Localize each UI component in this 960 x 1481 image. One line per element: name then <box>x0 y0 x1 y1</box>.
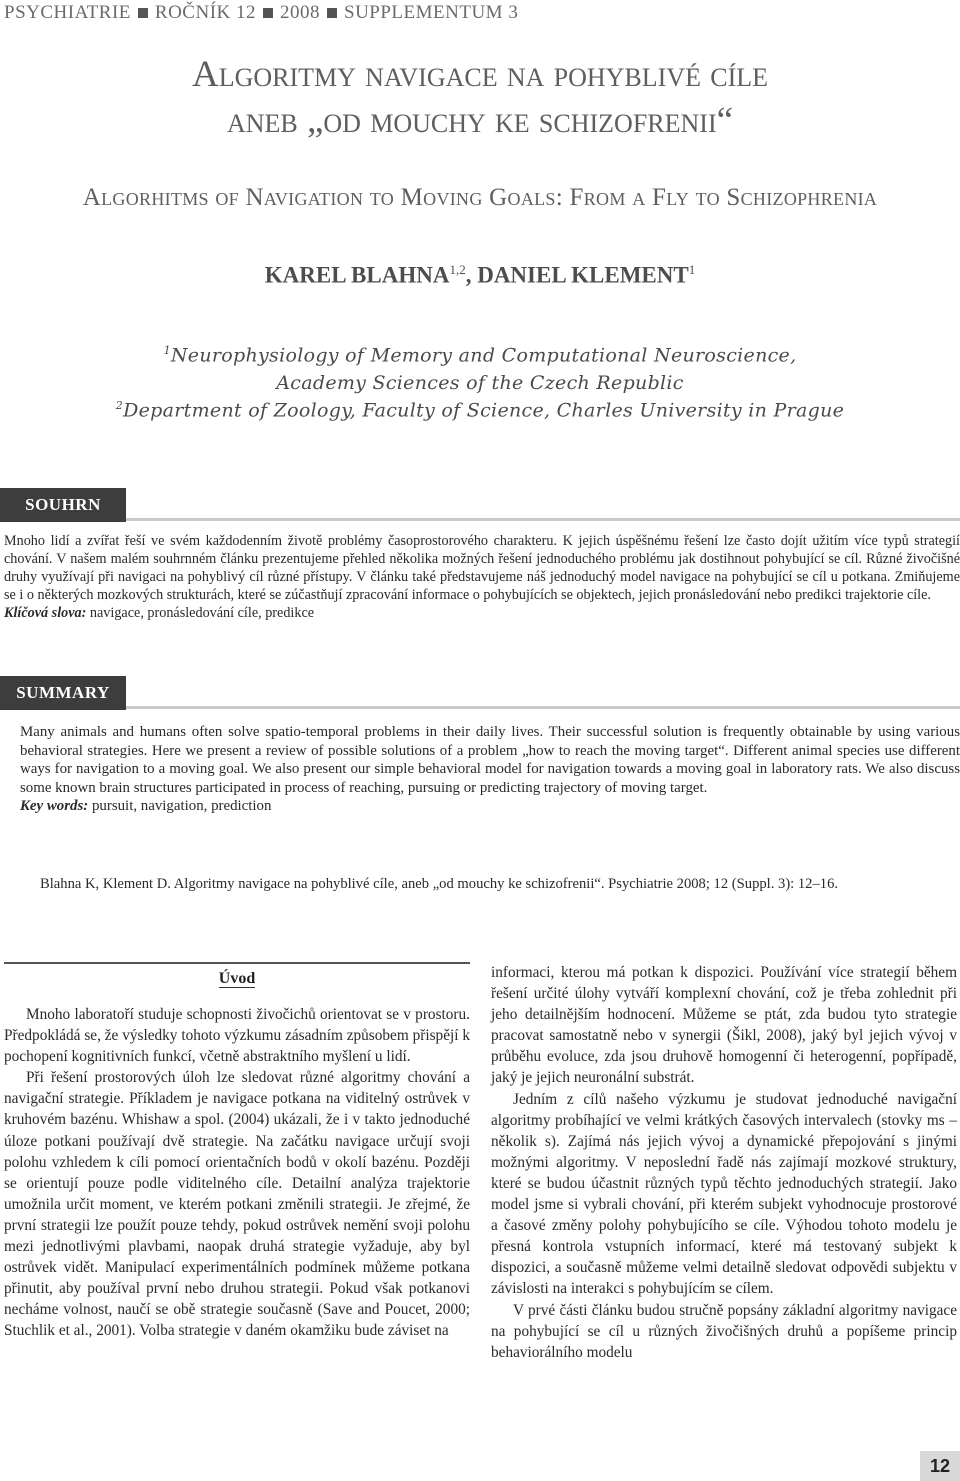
square-bullet-icon <box>327 8 337 18</box>
year: 2008 <box>280 2 320 23</box>
affil-2-mark: 2 <box>115 399 124 412</box>
authors <box>0 262 960 289</box>
souhrn-text: Mnoho lidí a zvířat řeší ve svém každodenním životě problémy časoprostorového charakteru. K jejich úspěšnému řešení lze často dojít užitím více typů strategií chování. V našem malém souhrnném článku prezentujeme přehled několika možných řešení jednoduchého problému jak dostihnout pohybující se cíl. Různé živočišné druhy využívají při navigaci na pohyblivý cíl různé přístupy. V článku také představujeme náš jednoduchý model navigace na pohybující se cíl u potkana. Zmiňujeme se i o některých mozkových strukturách, které se zúčastňují zpracování informace o pohybujících se objektech, jejich pronásledování nebo predikci trajektorie cíle. <box>4 533 960 603</box>
author-2-affil: 1 <box>688 262 696 277</box>
title-cz-line1: Algoritmy navigace na pohyblivé cíle <box>192 54 768 95</box>
affil-1-mark: 1 <box>163 344 171 357</box>
summary-heading: SUMMARY <box>0 676 126 710</box>
page-number: 12 <box>920 1451 960 1481</box>
author-separator: , <box>465 262 478 288</box>
right-paragraph-3: V prvé části článku budou stručně popsány základní algoritmy navigace na pohybující se cíl u různých živočišných druhů a popíšeme princip behaviorálního modelu <box>491 1301 957 1361</box>
supplement: SUPPLEMENTUM 3 <box>344 2 519 23</box>
column-top-rule <box>4 962 470 964</box>
title-cz-line2: aneb „od mouchy ke schizofrenii“ <box>226 100 734 141</box>
summary-text: Many animals and humans often solve spatio-temporal problems in their daily lives. Their successful solution is frequently obtainable by using various behavioral strategies. Here we present a review of possible solutions of a problem „how to reach the moving target“. Different animal species use different ways for navigation to a moving goal. We also present our simple behavioral model for navigation towards a moving goal in laboratory rats. We also discuss some known brain structures participated in process of reaching, pursuing or predicting trajectory of moving target. <box>20 724 960 796</box>
left-paragraph-1: Mnoho laboratoří studuje schopnosti živočichů orientovat se v prostoru. Předpokládá se, že výsledky tohoto výzkumu zásadním způsobem přispějí k pochopení kognitivních funkcí, včetně abstraktního myšlení u lidí. <box>4 1006 470 1066</box>
journal-name: PSYCHIATRIE <box>4 2 131 23</box>
souhrn-keywords-label: Klíčová slova: <box>4 605 87 621</box>
title-en: Algorhitms of Navigation to Moving Goals: From a Fly to Schizophrenia <box>82 184 878 211</box>
souhrn-abstract <box>4 532 960 622</box>
affil-2-text: Department of Zoology, Faculty of Science, Charles University in Prague <box>123 399 845 422</box>
affil-1-text: Neurophysiology of Memory and Computational Neuroscience, <box>170 344 797 367</box>
souhrn-heading: SOUHRN <box>0 488 126 522</box>
square-bullet-icon <box>138 8 148 18</box>
citation: Blahna K, Klement D. Algoritmy navigace na pohyblivé cíle, aneb „od mouchy ke schizofrenii“. Psychiatrie 2008; 12 (Suppl. 3): 12–16. <box>40 876 839 892</box>
running-header <box>4 2 518 24</box>
summary-keywords: pursuit, navigation, prediction <box>88 798 272 814</box>
summary-abstract <box>20 723 960 816</box>
affiliation-1-cont: Academy Sciences of the Czech Republic <box>276 372 684 394</box>
volume: ROČNÍK 12 <box>154 2 256 23</box>
summary-rule <box>126 706 960 709</box>
intro-heading-text: Úvod <box>218 970 256 987</box>
left-column <box>4 1004 470 1342</box>
author-1-affil: 1,2 <box>449 262 466 277</box>
summary-keywords-label: Key words: <box>20 798 89 814</box>
author-1: KAREL BLAHNA <box>264 262 450 288</box>
right-paragraph-1: informaci, kterou má potkan k dispozici. Používání více strategií během řešení určité úlohy vytváří komplexní chování, což je třeba zohlednit při jeho detailnějším hodnocení. Můžeme se ptát, zda budou tyto strategie pracovat samostatně nebo v synergii (Šikl, 2008), jaký byl jejich vývoj v průběhu evoluce, zda jsou druhově homogenní či heterogenní, popřípadě, jaký je jejich neuronální substrát. <box>491 964 957 1087</box>
intro-heading <box>4 970 470 988</box>
affiliation-2 <box>0 399 960 421</box>
right-paragraph-2: Jedním z cílů našeho výzkumu je studovat jednoduché navigační algoritmy probíhající ve velmi krátkých časových intervalech (stovky ms – několik s). Zajímá nás jejich vývoj a dynamické přepojování s jinými možnými algoritmy. V neposlední řadě nás zajímají mozkové struktury, které se budou účastnit různých typů těchto jednoduchých strategií. Jako model jsme si vybrali chování, při kterém subjekt vyhodnocuje prostorové a časové změny polohy pohybujícího se cíle. Výhodou tohoto modelu je přesná kontrola vstupních informací, které má testovaný subjekt k dispozici, a současně můžeme velmi detailně sledovat odpovědi subjektu v závislosti na interakci s pohybujícím se cílem. <box>491 1090 957 1298</box>
author-2: DANIEL KLEMENT <box>477 262 689 288</box>
souhrn-keywords: navigace, pronásledování cíle, predikce <box>86 605 315 621</box>
affiliation-1 <box>0 344 960 366</box>
souhrn-rule <box>126 518 960 521</box>
square-bullet-icon <box>263 8 273 18</box>
right-column <box>491 962 957 1363</box>
left-paragraph-2: Při řešení prostorových úloh lze sledovat různé algoritmy chování a navigační strategie. Příkladem je navigace potkana na viditelný ostrůvek v kruhovém bazénu. Whishaw a spol. (2004) ukázali, že i v takto jednoduché úloze potkani používají dvě strategie. Na začátku navigace určují svoji polohu vzhledem k cíli pomocí orientačních bodů v okolí bazénu. Později se orientují pouze podle viditelného cíle. Detailní analýza trajektorie umožnila určit moment, ve kterém potkani změnili strategii. Je zřejmé, že první strategii lze použít pouze tehdy, pokud ostrůvek nemění svoji polohu mezi jednotlivými plavbami, naopak druhá strategie vyžaduje, aby byl ostrůvek vidět. Manipulací experimentálních podmínek můžeme potkana přinutit, aby používal první nebo druhou strategii. Pokud však potkanovi necháme volnost, naučí se obě strategie současně (Save and Poucet, 2000; Stuchlik et al., 2001). Volba strategie v daném okamžiku bude záviset na <box>4 1069 470 1340</box>
